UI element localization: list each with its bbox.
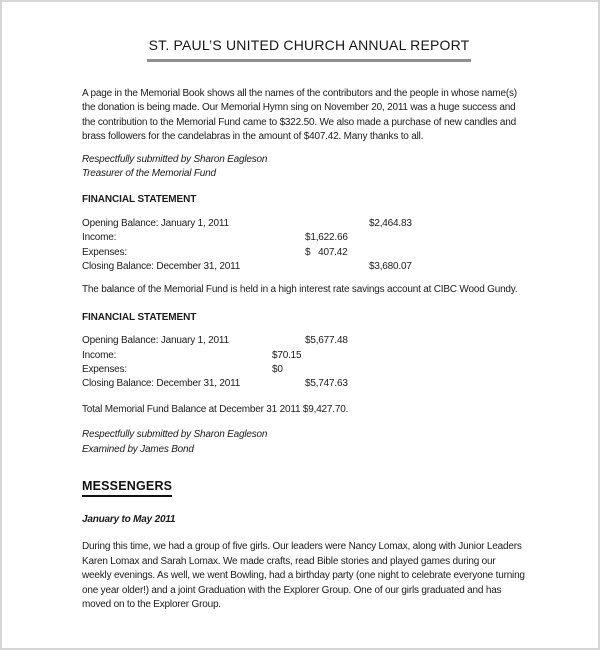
messengers-heading: MESSENGERS — [82, 479, 172, 497]
financial-statement-2-heading: FINANCIAL STATEMENT — [82, 311, 197, 323]
table-row — [82, 349, 522, 363]
messengers-paragraph: During this time, we had a group of five girls. Our leaders were Nancy Lomax, along with Junior Leaders Karen Lomax and Sarah Lomax. We made crafts, read Bible stories and played games during our weekly evenings. As well, we went Bowling, had a birthday party (one night to celebrate everyone turning one year older!) and a joint Graduation with the Explorer Group. One of our girls graduated and has moved on to the Explorer Group. — [82, 541, 525, 611]
table-row — [82, 231, 522, 245]
table-row — [82, 217, 522, 231]
row-label: Expenses: — [82, 364, 127, 375]
table-row — [82, 377, 522, 391]
row-label: Income: — [82, 232, 117, 244]
row-amount-right: $5,747.63 — [305, 378, 348, 390]
table-row — [82, 246, 522, 260]
title-block — [96, 36, 522, 62]
row-label: Expenses: — [82, 246, 127, 258]
row-label: Closing Balance: December 31, 2011 — [82, 378, 241, 390]
memorial-total-line: Total Memorial Fund Balance at December 31 2011 $9,427.70. — [82, 403, 349, 415]
row-amount-right: $5,677.48 — [305, 335, 348, 347]
messengers-period: January to May 2011 — [82, 514, 176, 525]
table-row — [82, 334, 522, 348]
memorial-signature-block — [82, 153, 522, 182]
row-label: Opening Balance: January 1, 2011 — [82, 217, 229, 229]
row-label: Opening Balance: January 1, 2011 — [82, 335, 229, 347]
messengers-section — [82, 479, 522, 497]
row-amount-mid: $ 407.42 — [305, 246, 348, 258]
memorial-submitted-line: Respectfully submitted by Sharon Eagleson — [82, 153, 268, 165]
page-title: ST. PAUL’S UNITED CHURCH ANNUAL REPORT — [147, 36, 472, 62]
memorial-examined-line: Examined by James Bond — [82, 443, 194, 455]
row-amount-mid: $0 — [272, 364, 283, 375]
row-label: Income: — [82, 349, 117, 361]
financial-statement-1-heading: FINANCIAL STATEMENT — [82, 194, 197, 206]
table-row — [82, 363, 522, 377]
memorial-intro-paragraph: A page in the Memorial Book shows all the names of the contributors and the people in whose name(s) the donation is being made. Our Memorial Hymn sing on November 20, 2011 was a huge success and the contribution to the Memorial Fund came to $322.50. We also made a purchase of new candles and brass followers for the candelabras in the amount of $407.42. Many thanks to all. — [82, 88, 517, 143]
memorial-role-line: Treasurer of the Memorial Fund — [82, 168, 216, 180]
memorial-signature-block-2 — [82, 428, 522, 457]
row-amount-right: $2,464.83 — [369, 217, 412, 229]
row-amount-mid: $70.15 — [272, 349, 302, 361]
row-amount-mid: $1,622.66 — [305, 232, 348, 244]
row-amount-right: $3,680.07 — [369, 261, 412, 273]
memorial-submitted-line-2: Respectfully submitted by Sharon Eagleson — [82, 429, 268, 441]
financial-statement-2-table — [82, 334, 522, 392]
table-row — [82, 260, 522, 274]
financial-statement-1-table — [82, 217, 522, 275]
row-label: Closing Balance: December 31, 2011 — [82, 261, 241, 273]
memorial-balance-note: The balance of the Memorial Fund is held in a high interest rate savings account at CIBC Wood Gundy. — [82, 284, 518, 296]
